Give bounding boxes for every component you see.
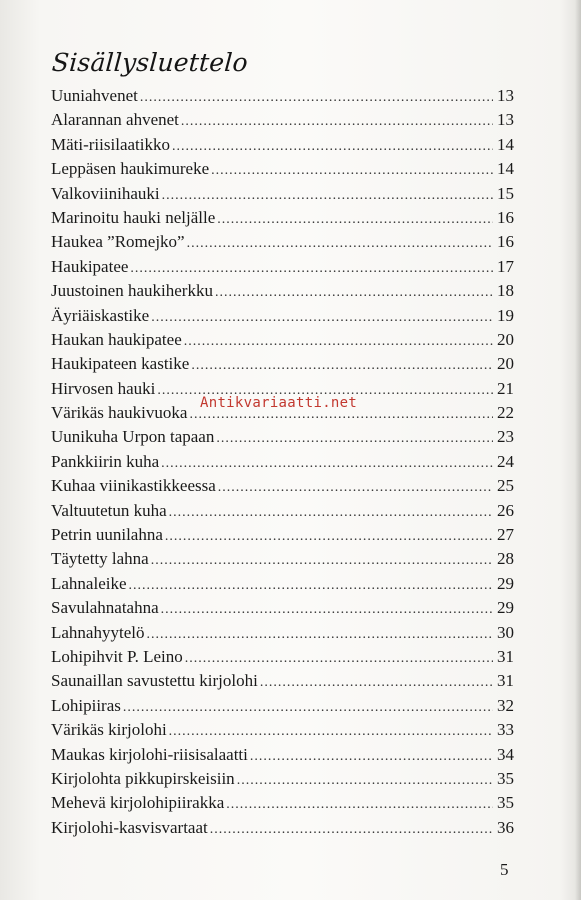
toc-entry-page: 16 [497,207,514,227]
toc-entry-title: Täytetty lahna [51,549,149,569]
toc-entry-title: Juustoinen haukiherkku [51,281,213,301]
dot-leader [172,135,493,159]
dot-leader [260,671,493,695]
toc-entry-title: Leppäsen haukimureke [51,159,210,179]
toc-entry-title: Lohipihvit P. Leino [51,646,183,666]
toc-entry-page: 26 [497,500,514,520]
toc-entry-title: Maukas kirjolohi-riisisalaatti [51,744,248,764]
dot-leader [169,720,493,744]
toc-entry [51,572,514,596]
toc-entry-title: Mäti-riisilaatikko [51,134,170,154]
dot-leader [181,110,493,134]
toc-entry-title: Haukea ”Romejko” [51,232,185,252]
toc-entry [51,474,514,498]
toc-entry [51,523,514,547]
dot-leader [169,501,493,525]
toc-entry [51,694,514,718]
toc-entry-page: 25 [497,476,514,496]
toc-entry-title: Valkoviinihauki [51,183,160,203]
dot-leader [162,184,493,208]
toc-entry-page: 27 [497,525,514,545]
dot-leader [129,574,493,598]
toc-entry-page: 34 [497,744,514,764]
toc-entry-title: Haukan haukipatee [51,329,182,349]
toc-entry-title: Kuhaa viinikastikkeessa [51,476,216,496]
toc-entry-page: 19 [497,305,514,325]
toc-entry [51,499,514,523]
toc-entry [51,133,514,157]
dot-leader [237,769,493,793]
toc-entry [51,328,514,352]
dot-leader [185,647,493,671]
toc-entry-title: Värikäs haukivuoka [51,403,188,423]
dot-leader [123,696,493,720]
page-number: 5 [500,860,509,879]
toc-entry [51,108,514,132]
toc-entry [51,352,514,376]
toc-entry [51,743,514,767]
toc-entry-page: 14 [497,134,514,154]
toc-entry-page: 22 [497,403,514,423]
toc-entry-page: 32 [497,695,514,715]
dot-leader [215,281,493,305]
toc-entry-title: Kirjolohta pikkupirskeisiin [51,768,235,788]
toc-entry-page: 29 [497,598,514,618]
toc-entry-title: Lahnahyytelö [51,622,145,642]
toc-entry-title: Haukipateen kastike [51,354,190,374]
dot-leader [161,452,493,476]
toc-entry-page: 36 [497,817,514,837]
toc-entry [51,718,514,742]
toc-entry-page: 29 [497,573,514,593]
toc-entry [51,255,514,279]
dot-leader [146,623,493,647]
toc-entry-title: Kirjolohi-kasvisvartaat [51,817,208,837]
toc-entry-page: 18 [497,281,514,301]
toc-entry-title: Uunikuha Urpon tapaan [51,427,215,447]
toc-entry [51,206,514,230]
dot-leader [191,354,493,378]
toc-entry [51,304,514,328]
toc-entry-title: Hirvosen hauki [51,378,156,398]
dot-leader [130,257,493,281]
toc-entry [51,279,514,303]
toc-entry-title: Petrin uunilahna [51,525,163,545]
toc-entry-page: 13 [497,110,514,130]
toc-heading: Sisällysluettelo [50,48,249,77]
toc-entry-page: 14 [497,159,514,179]
toc-entry [51,645,514,669]
toc-entry-title: Savulahnatahna [51,598,159,618]
toc-entry-page: 35 [497,793,514,813]
toc-entry-title: Haukipatee [51,256,129,276]
toc-entry [51,84,514,108]
toc-entry [51,767,514,791]
toc-entry-page: 16 [497,232,514,252]
toc-entry [51,157,514,181]
toc-entry-title: Alarannan ahvenet [51,110,179,130]
toc-entry [51,450,514,474]
dot-leader [210,818,493,842]
toc-entry-page: 28 [497,549,514,569]
dot-leader [211,159,493,183]
dot-leader [217,208,493,232]
dot-leader [184,330,493,354]
dot-leader [165,525,493,549]
toc-entry-page: 23 [497,427,514,447]
toc-entry [51,182,514,206]
toc-entry-title: Lahnaleike [51,573,127,593]
dot-leader [151,549,493,573]
toc-entry [51,596,514,620]
toc-entry-page: 31 [497,646,514,666]
dot-leader [151,306,493,330]
toc-entry-page: 13 [497,86,514,105]
toc-entry-page: 24 [497,451,514,471]
toc-entry [51,230,514,254]
toc-entry-page: 20 [497,354,514,374]
toc-entry-title: Saunaillan savustettu kirjolohi [51,671,258,691]
watermark-text: Antikvariaatti.net [200,395,358,411]
table-of-contents [51,84,514,840]
toc-entry [51,669,514,693]
toc-entry-title: Uuniahvenet [51,86,138,105]
toc-entry-page: 21 [497,378,514,398]
toc-entry-title: Valtuutetun kuha [51,500,167,520]
toc-entry [51,425,514,449]
toc-entry-title: Mehevä kirjolohipiirakka [51,793,225,813]
toc-entry [51,547,514,571]
toc-entry-title: Äyriäiskastike [51,305,150,325]
page-edge-shadow [575,0,581,900]
toc-entry-title: Pankkiirin kuha [51,451,160,471]
dot-leader [161,598,493,622]
toc-entry-page: 33 [497,720,514,740]
toc-entry [51,621,514,645]
toc-entry-page: 31 [497,671,514,691]
dot-leader [140,86,493,110]
toc-entry-title: Värikäs kirjolohi [51,720,167,740]
toc-entry-page: 20 [497,329,514,349]
dot-leader [226,793,493,817]
dot-leader [250,745,493,769]
toc-entry-page: 15 [497,183,514,203]
toc-entry [51,791,514,815]
toc-entry-title: Lohipiiras [51,695,121,715]
toc-entry-title: Marinoitu hauki neljälle [51,207,216,227]
toc-entry-page: 30 [497,622,514,642]
dot-leader [187,232,493,256]
toc-entry-page: 17 [497,256,514,276]
dot-leader [218,476,493,500]
toc-entry [51,816,514,840]
toc-entry-page: 35 [497,768,514,788]
dot-leader [216,427,493,451]
